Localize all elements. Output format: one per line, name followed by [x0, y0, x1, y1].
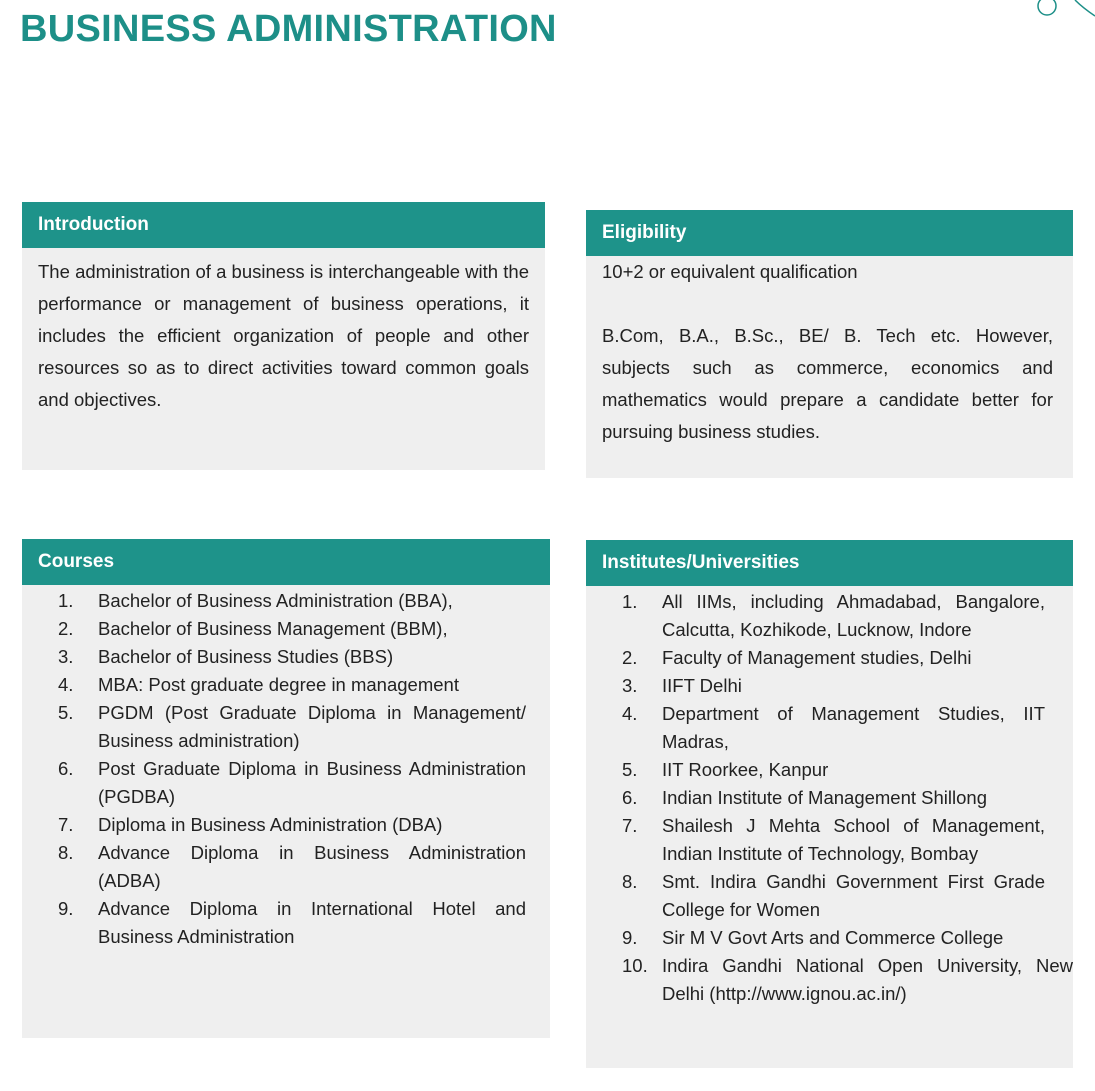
list-text: All IIMs, including Ahmadabad, Bangalore, Calcutta, Kozhikode, Lucknow, Indore: [662, 591, 1045, 640]
list-text: MBA: Post graduate degree in management: [98, 674, 459, 695]
list-text: Indian Institute of Management Shillong: [662, 787, 987, 808]
list-number: 10.: [622, 955, 648, 976]
list-text: Advance Diploma in Business Administration (ADBA): [98, 842, 526, 891]
list-text: Sir M V Govt Arts and Commerce College: [662, 927, 1004, 948]
list-text: Indira Gandhi National Open University, New Delhi (http://www.ignou.ac.in/): [662, 955, 1073, 1004]
institutes-list: [622, 588, 1073, 1008]
list-text: Bachelor of Business Management (BBM),: [98, 618, 448, 639]
list-number: 3.: [58, 646, 74, 667]
list-item: [622, 672, 1073, 700]
list-item: [58, 755, 526, 811]
list-number: 6.: [622, 787, 638, 808]
list-number: 4.: [622, 703, 638, 724]
list-number: 7.: [622, 815, 638, 836]
page-title: BUSINESS ADMINISTRATION: [20, 8, 557, 50]
list-item: [622, 784, 1073, 812]
eligibility-heading: Eligibility: [586, 210, 1073, 256]
list-number: 2.: [622, 647, 638, 668]
institutes-heading: Institutes/Universities: [586, 540, 1073, 586]
list-text: Smt. Indira Gandhi Government First Grade College for Women: [662, 871, 1045, 920]
list-number: 9.: [622, 927, 638, 948]
list-item: [622, 868, 1073, 924]
list-item: [58, 811, 526, 839]
list-text: Bachelor of Business Administration (BBA),: [98, 590, 453, 611]
list-number: 4.: [58, 674, 74, 695]
introduction-card: [22, 202, 545, 470]
list-text: Shailesh J Mehta School of Management, Indian Institute of Technology, Bombay: [662, 815, 1045, 864]
list-item: [58, 615, 526, 643]
courses-heading: Courses: [22, 539, 550, 585]
introduction-text: The administration of a business is interchangeable with the performance or management of business operations, it includes the efficient organization of people and other resources so as to direct activities toward common goals and objectives.: [38, 261, 529, 410]
list-text: PGDM (Post Graduate Diploma in Management/ Business administration): [98, 702, 526, 751]
eligibility-card: [586, 210, 1073, 478]
list-number: 8.: [622, 871, 638, 892]
list-item: [622, 644, 1073, 672]
introduction-heading: Introduction: [22, 202, 545, 248]
list-text: Advance Diploma in International Hotel and Business Administration: [98, 898, 526, 947]
courses-card: [22, 539, 550, 1038]
list-text: Department of Management Studies, IIT Madras,: [662, 703, 1045, 752]
courses-body: [22, 585, 550, 951]
list-number: 1.: [58, 590, 74, 611]
eligibility-line-2: B.Com, B.A., B.Sc., BE/ B. Tech etc. However, subjects such as commerce, economics and mathematics would prepare a candidate better for pursuing business studies.: [602, 325, 1053, 442]
list-item: [58, 839, 526, 895]
institutes-body: [586, 586, 1073, 1008]
list-number: 9.: [58, 898, 74, 919]
eligibility-line-1: 10+2 or equivalent qualification: [602, 261, 858, 282]
list-text: IIFT Delhi: [662, 675, 742, 696]
list-item: [58, 699, 526, 755]
list-number: 8.: [58, 842, 74, 863]
list-item: [622, 700, 1073, 756]
list-item: [622, 924, 1073, 952]
list-item: [622, 952, 1073, 1008]
list-text: Post Graduate Diploma in Business Administration (PGDBA): [98, 758, 526, 807]
list-item: [58, 895, 526, 951]
list-text: Diploma in Business Administration (DBA): [98, 814, 443, 835]
list-number: 2.: [58, 618, 74, 639]
list-item: [58, 643, 526, 671]
list-text: Faculty of Management studies, Delhi: [662, 647, 972, 668]
list-item: [58, 587, 526, 615]
list-number: 1.: [622, 591, 638, 612]
list-text: IIT Roorkee, Kanpur: [662, 759, 829, 780]
list-number: 5.: [622, 759, 638, 780]
list-number: 5.: [58, 702, 74, 723]
courses-list: [58, 587, 526, 951]
decorative-swirl-icon: [1035, 0, 1095, 22]
eligibility-body: [586, 256, 1073, 448]
list-number: 7.: [58, 814, 74, 835]
list-number: 3.: [622, 675, 638, 696]
list-item: [622, 756, 1073, 784]
list-text: Bachelor of Business Studies (BBS): [98, 646, 394, 667]
list-item: [622, 812, 1073, 868]
institutes-card: [586, 540, 1073, 1068]
list-item: [58, 671, 526, 699]
list-number: 6.: [58, 758, 74, 779]
list-item: [622, 588, 1073, 644]
